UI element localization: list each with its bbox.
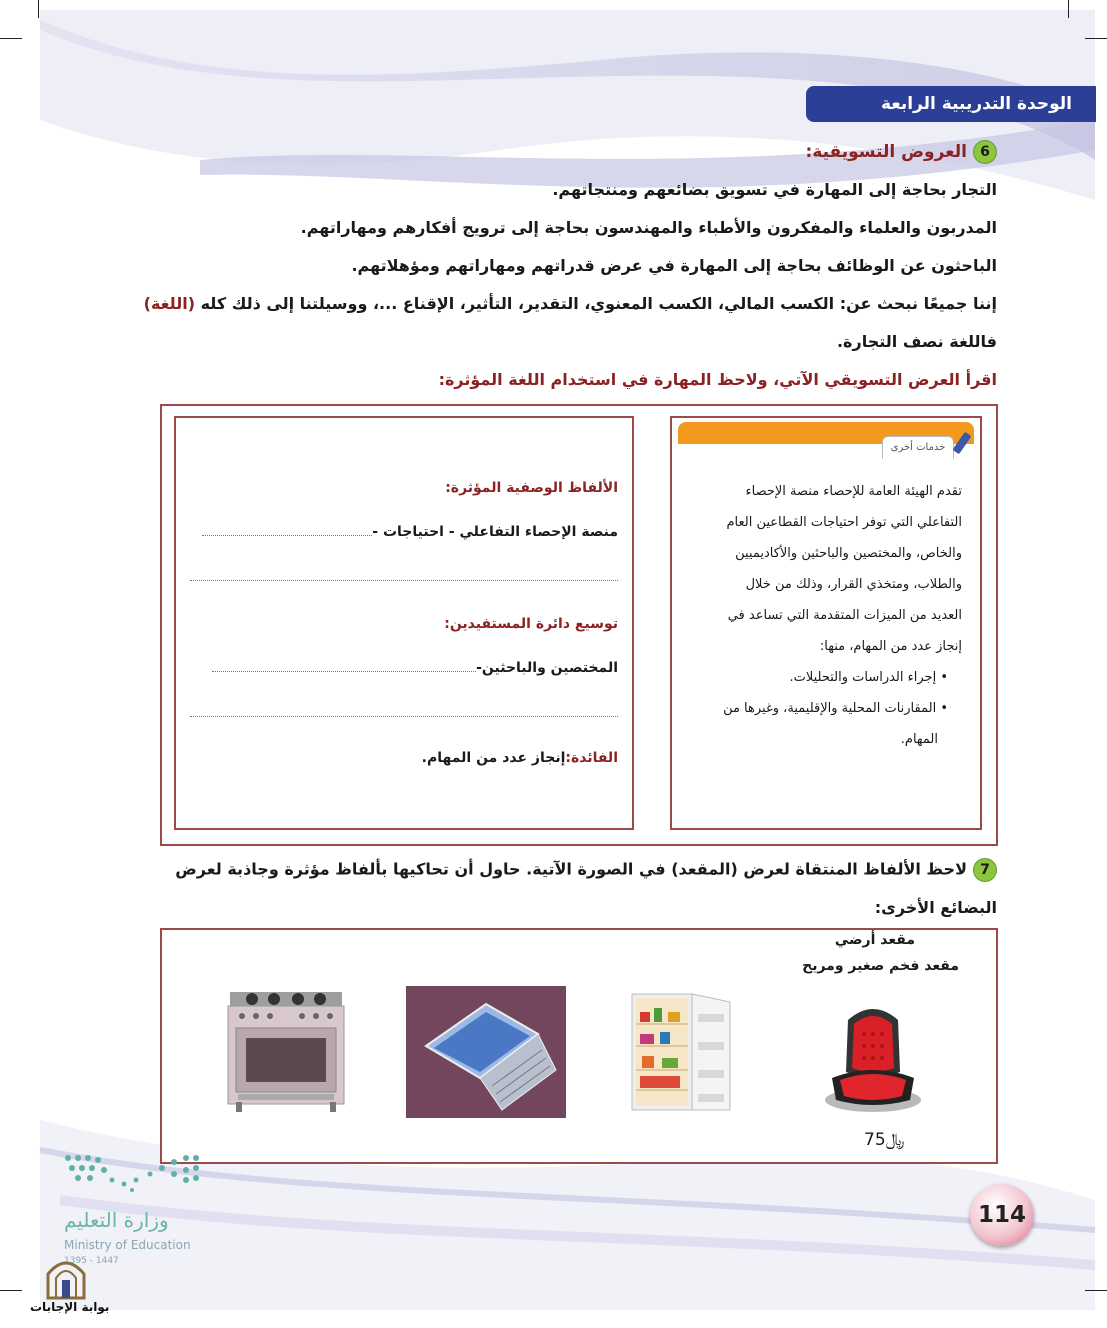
beneficiaries-heading: توسيع دائرة المستفيدين: xyxy=(444,616,618,632)
section-number-badge: 6 xyxy=(973,140,997,164)
section6-heading xyxy=(805,140,997,164)
ad-card-line: التفاعلي التي توفر احتياجات القطاعين العام xyxy=(726,515,962,530)
section6-goal-line xyxy=(144,294,997,313)
analysis-panel xyxy=(174,416,634,830)
crop-mark xyxy=(38,0,39,18)
ad-card-tab-label: خدمات أخرى xyxy=(890,442,946,453)
gate-logo-icon xyxy=(44,1256,88,1300)
ad-card-tab xyxy=(882,436,954,459)
descriptive-words-heading: الألفاظ الوصفية المؤثرة: xyxy=(445,480,618,496)
ministry-name-ar: وزارة التعليم xyxy=(64,1208,169,1232)
price-value: 75 xyxy=(864,1130,886,1150)
benefit-line xyxy=(422,750,618,766)
unit-title-banner xyxy=(806,86,1096,122)
ad-card xyxy=(670,416,982,830)
ministry-logo-icon xyxy=(62,1150,202,1200)
beneficiaries-answer: المختصين والباحثين- xyxy=(188,660,618,676)
currency-symbol: ﷼ xyxy=(885,1130,905,1150)
unit-title: الوحدة التدريبية الرابعة xyxy=(880,94,1072,114)
ad-card-bullet-tail: المهام. xyxy=(900,732,938,747)
seat-price xyxy=(864,1130,904,1150)
seat-caption-2: مقعد فخم صغير ومريح xyxy=(802,958,959,974)
ad-card-line: والخاص، والمختصين والباحثين والأكاديميين xyxy=(735,546,962,561)
crop-mark xyxy=(0,38,22,39)
section6-conclusion: فاللغة نصف التجارة. xyxy=(836,332,997,351)
crop-mark xyxy=(1085,1290,1107,1291)
ad-card-line: تقدم الهيئة العامة للإحصاء منصة الإحصاء xyxy=(745,484,962,499)
crop-mark xyxy=(1068,0,1069,18)
crop-mark xyxy=(1085,38,1107,39)
benefit-label: الفائدة: xyxy=(565,750,618,766)
bullet-text: المقارنات المحلية والإقليمية، وغيرها من xyxy=(723,701,937,716)
section-number-badge: 7 xyxy=(973,858,997,882)
goal-line-text: إننا جميعًا نبحث عن: الكسب المالي، الكسب المعنوي، التقدير، التأثير، الإقناع ...، ووسيلتنا إلى ذلك كله xyxy=(200,294,997,313)
section7-line-1: 7لاحظ الألفاظ المنتقاة لعرض (المقعد) في الصورة الآتية. حاول أن تحاكيها بألفاظ مؤثرة وجاذبة لعرض xyxy=(175,858,997,882)
ministry-name-en: Ministry of Education xyxy=(64,1238,191,1252)
section6-line-2: المدربون والعلماء والمفكرون والأطباء والمهندسون بحاجة إلى ترويج أفكارهم ومهاراتهم. xyxy=(300,218,997,237)
ad-card-body xyxy=(692,476,962,755)
ministry-years: 1395 - 1447 xyxy=(64,1256,119,1266)
section6-instruction: اقرأ العرض التسويقي الآتي، ولاحظ المهارة في استخدام اللغة المؤثرة: xyxy=(438,370,997,389)
benefit-text: إنجاز عدد من المهام. xyxy=(421,750,566,766)
site-name: بوابة الإجابات xyxy=(30,1300,110,1314)
ad-card-bullet: • المقارنات المحلية والإقليمية، وغيرها من xyxy=(723,701,948,716)
ad-card-line: العديد من الميزات المتقدمة التي تساعد في xyxy=(727,608,962,623)
answer-blank-line xyxy=(190,716,618,717)
section6-title: العروض التسويقية: xyxy=(805,142,967,162)
section7-line-2: البضائع الأخرى: xyxy=(874,898,997,917)
crop-mark xyxy=(0,1290,22,1291)
page-number: 114 xyxy=(977,1202,1026,1228)
ad-card-line: إنجاز عدد من المهام، منها: xyxy=(819,639,962,654)
ad-card-bullet: • إجراء الدراسات والتحليلات. xyxy=(789,670,948,685)
answer-blank-line xyxy=(190,580,618,581)
page-number-badge xyxy=(970,1184,1034,1246)
seat-caption-1: مقعد أرضي xyxy=(834,932,915,948)
bullet-text: إجراء الدراسات والتحليلات. xyxy=(789,670,937,685)
goal-line-highlight: (اللغة) xyxy=(143,294,196,313)
car-seat-image xyxy=(818,1000,928,1116)
ad-card-line: والطلاب، ومتخذي القرار، وذلك من خلال xyxy=(745,577,962,592)
descriptive-words-answer: منصة الإحصاء التفاعلي - احتياجات - xyxy=(188,524,618,540)
ad-card-tab-bar xyxy=(678,422,974,458)
refrigerator-image xyxy=(626,986,738,1114)
stove-oven-image xyxy=(222,982,348,1114)
section6-line-1: التجار بحاجة إلى المهارة في تسويق بضائعهم ومنتجاتهم. xyxy=(552,180,997,199)
section6-line-3: الباحثون عن الوظائف بحاجة إلى المهارة في عرض قدراتهم ومهاراتهم ومؤهلاتهم. xyxy=(351,256,997,275)
laptop-image xyxy=(406,986,566,1118)
